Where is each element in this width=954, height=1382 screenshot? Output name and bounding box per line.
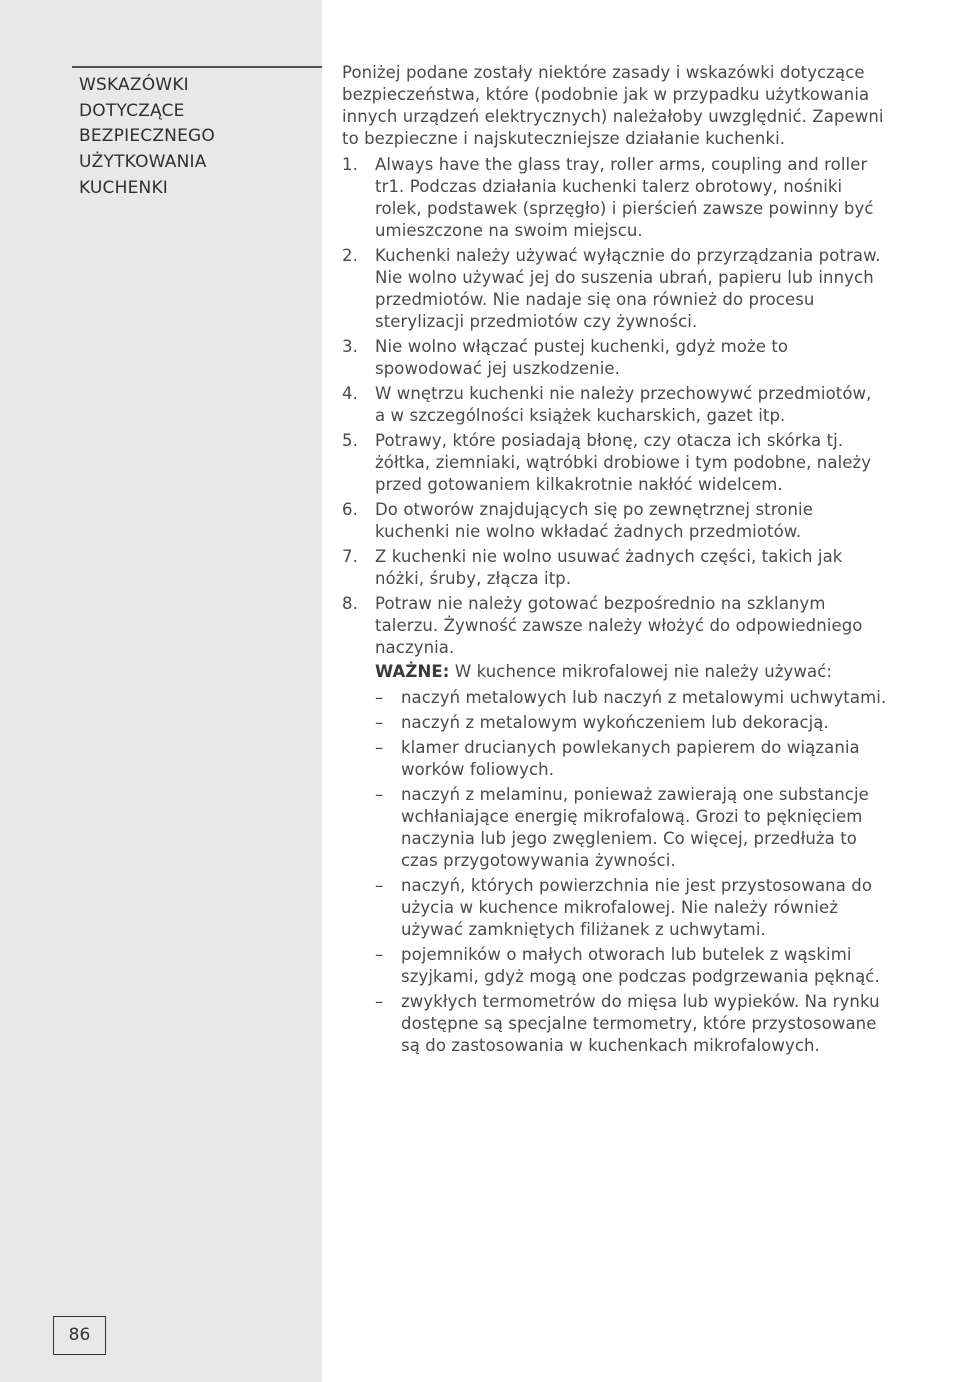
- sidebar-panel: [0, 0, 322, 1382]
- subitem-text: naczyń z melaminu, ponieważ zawierają one substancje wchłaniające energię mikrofalową. Grozi to pęknięciem naczynia lub jego zwęgleniem. Co więcej, przedłuża to czas przygotowywania żywności.: [401, 785, 869, 870]
- important-text: W kuchence mikrofalowej nie należy używać:: [449, 662, 833, 681]
- sublist-item: [375, 875, 887, 941]
- item-number: 3.: [342, 337, 358, 356]
- subitem-text: naczyń metalowych lub naczyń z metalowymi uchwytami.: [401, 688, 887, 707]
- heading-line: UŻYTKOWANIA: [79, 152, 207, 173]
- item-text: Potrawy, które posiadają błonę, czy otacza ich skórka tj. żółtka, ziemniaki, wątróbki drobiowe i tym podobne, należy przed gotowaniem kilkakrotnie nakłóć widelcem.: [375, 431, 872, 494]
- sublist-item: [375, 944, 887, 988]
- important-label: WAŻNE:: [375, 662, 450, 681]
- item-number: 2.: [342, 246, 358, 265]
- item-text: Always have the glass tray, roller arms, coupling and roller tr1. Podczas działania kuchenki talerz obrotowy, nośniki rolek, podstawek (sprzęgło) i pierścień zawsze powinny być umieszczone na swoim miejscu.: [375, 155, 874, 240]
- sublist-item: [375, 737, 887, 781]
- subitem-text: pojemników o małych otworach lub butelek z wąskimi szyjkami, gdyż mogą one podczas podgrzewania pęknąć.: [401, 945, 880, 986]
- main-content: [342, 62, 887, 1060]
- sublist-item: [375, 784, 887, 872]
- item-text: Potraw nie należy gotować bezpośrednio na szklanym talerzu. Żywność zawsze należy włożyć do odpowiedniego naczynia.: [375, 594, 863, 657]
- heading-line: DOTYCZĄCE: [79, 100, 185, 121]
- intro-paragraph: Poniżej podane zostały niektóre zasady i wskazówki dotyczące bezpieczeństwa, które (podobnie jak w przypadku użytkowania innych urządzeń elektrycznych) należałoby uwzględnić. Zapewni to bezpieczne i najskuteczniejsze działanie kuchenki.: [342, 63, 884, 148]
- list-item: [342, 546, 887, 590]
- heading-rule: [72, 66, 322, 68]
- list-item: [342, 593, 887, 1057]
- item-text: Kuchenki należy używać wyłącznie do przyrządzania potraw. Nie wolno używać jej do suszenia ubrań, papieru lub innych przedmiotów. Nie nadaje się ona również do procesu sterylizacji przedmiotów czy żywności.: [375, 246, 881, 331]
- safety-list: [342, 154, 887, 1057]
- list-item: [342, 499, 887, 543]
- prohibited-list: [375, 687, 887, 1057]
- subitem-text: naczyń, których powierzchnia nie jest przystosowana do użycia w kuchence mikrofalowej. Nie należy również używać zamkniętych filiżanek z uchwytami.: [401, 876, 873, 939]
- dash-bullet: –: [375, 738, 384, 757]
- list-item: [342, 154, 887, 242]
- item-number: 1.: [342, 155, 358, 174]
- page-number: 86: [53, 1316, 106, 1355]
- sublist-item: [375, 991, 887, 1057]
- item-number: 5.: [342, 431, 358, 450]
- list-item: [342, 336, 887, 380]
- heading-line: WSKAZÓWKI: [79, 75, 189, 95]
- dash-bullet: –: [375, 688, 384, 707]
- important-note: [375, 661, 887, 683]
- sublist-item: [375, 687, 887, 709]
- list-item: [342, 383, 887, 427]
- heading-line: BEZPIECZNEGO: [79, 126, 215, 147]
- item-text: W wnętrzu kuchenki nie należy przechowywć przedmiotów, a w szczególności książek kucharskich, gazet itp.: [375, 384, 872, 425]
- item-text: Nie wolno włączać pustej kuchenki, gdyż może to spowodować jej uszkodzenie.: [375, 337, 789, 378]
- dash-bullet: –: [375, 785, 384, 804]
- item-number: 7.: [342, 547, 358, 566]
- dash-bullet: –: [375, 876, 384, 895]
- dash-bullet: –: [375, 945, 384, 964]
- sublist-item: [375, 712, 887, 734]
- item-text: Z kuchenki nie wolno usuwać żadnych części, takich jak nóżki, śruby, złącza itp.: [375, 547, 843, 588]
- section-heading: [79, 73, 319, 202]
- item-text: Do otworów znajdujących się po zewnętrznej stronie kuchenki nie wolno wkładać żadnych przedmiotów.: [375, 500, 813, 541]
- subitem-text: klamer drucianych powlekanych papierem do wiązania worków foliowych.: [401, 738, 860, 779]
- list-item: [342, 245, 887, 333]
- dash-bullet: –: [375, 713, 384, 732]
- dash-bullet: –: [375, 992, 384, 1011]
- item-number: 4.: [342, 384, 358, 403]
- list-item: [342, 430, 887, 496]
- subitem-text: zwykłych termometrów do mięsa lub wypieków. Na rynku dostępne są specjalne termometry, które przystosowane są do zastosowania w kuchenkach mikrofalowych.: [401, 992, 880, 1055]
- item-number: 6.: [342, 500, 358, 519]
- subitem-text: naczyń z metalowym wykończeniem lub dekoracją.: [401, 713, 829, 732]
- item-number: 8.: [342, 594, 358, 613]
- heading-line: KUCHENKI: [79, 177, 169, 198]
